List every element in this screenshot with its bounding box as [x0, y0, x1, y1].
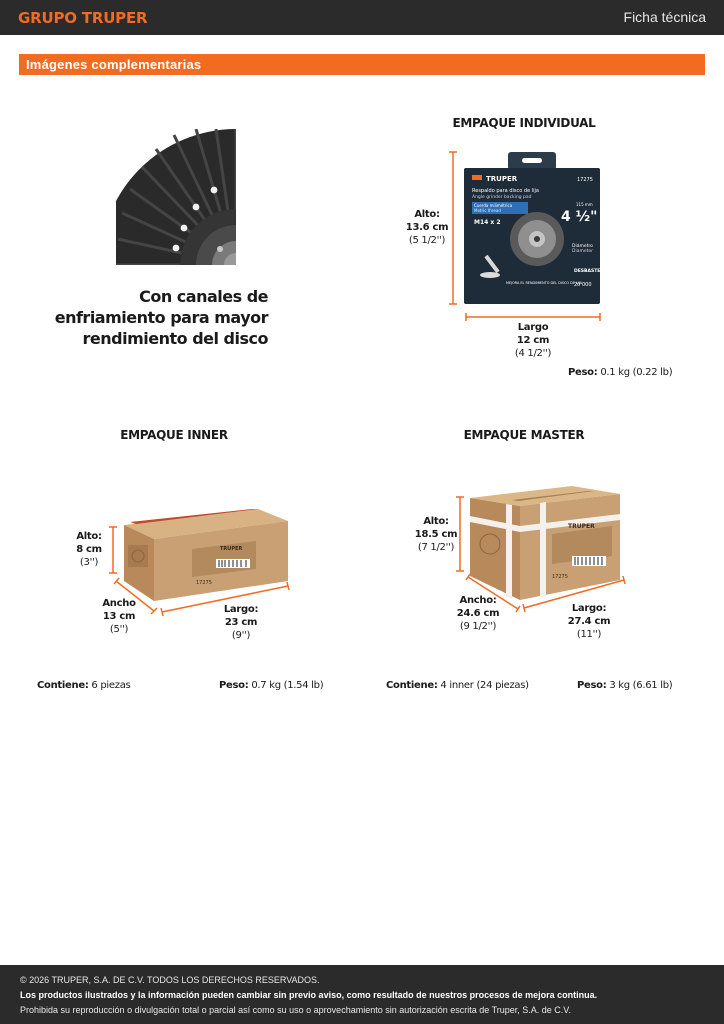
- individual-title: EMPAQUE INDIVIDUAL: [452, 116, 596, 130]
- inner-title: EMPAQUE INNER: [120, 428, 228, 442]
- master-length-label: [560, 602, 618, 641]
- package-benefit: MEJORA EL RENDIMIENTO DEL DISCO DE LIJA: [506, 281, 583, 285]
- alto-cm: 13.6 cm: [405, 222, 449, 233]
- master-box-code: 17275: [552, 574, 568, 580]
- master-width-label: [450, 594, 506, 633]
- package-size: 4 ½": [561, 209, 598, 225]
- master-ancho-cm: 24.6 cm: [456, 608, 500, 619]
- package-thread-es: Cuerda milimétrica: [474, 203, 513, 208]
- package-code: 17275: [577, 177, 593, 183]
- inner-box-brand: TRUPER: [220, 546, 243, 552]
- inner-width-label: [94, 597, 144, 636]
- master-height-label: [412, 515, 460, 554]
- package-thread-en: Metric thread: [474, 208, 501, 213]
- master-peso-label: Peso:: [577, 680, 607, 691]
- package-name-es: Respaldo para disco de lija: [472, 188, 539, 194]
- peso-value: 0.1 kg (0.22 lb): [600, 367, 673, 378]
- master-contiene-value: 4 inner (24 piezas): [440, 680, 529, 691]
- footer-prohibition: Prohibida su reproducción o divulgación total o parcial así como su uso o aprovechamiento sin autorización escrita de Truper, S.A. de C.V.: [20, 1005, 571, 1015]
- footer-copyright: © 2026 TRUPER, S.A. DE C.V. TODOS LOS DERECHOS RESERVADOS.: [20, 975, 320, 985]
- inner-ancho-cm: 13 cm: [102, 611, 136, 622]
- master-contiene-label: Contiene:: [386, 680, 438, 691]
- alto-label: Alto:: [414, 209, 440, 220]
- master-largo-label: Largo:: [571, 603, 607, 614]
- master-largo-in: (11''): [576, 629, 602, 640]
- inner-largo-label: Largo:: [223, 604, 259, 615]
- package-rpm: 20 000: [574, 282, 592, 288]
- package-diam-en: Diameter: [572, 249, 594, 254]
- individual-weight: [568, 367, 672, 378]
- disc-closeup-image: [116, 129, 236, 265]
- individual-length-label: [503, 321, 563, 360]
- footer-notice: Los productos ilustrados y la información pueden cambiar sin previo aviso, como resultado de nuestros procesos de mejora continua.: [20, 990, 598, 1000]
- feature-line: rendimiento del disco: [82, 329, 268, 348]
- top-header: [0, 0, 724, 35]
- section-title: Imágenes complementarias: [26, 57, 202, 72]
- master-title: EMPAQUE MASTER: [463, 428, 585, 442]
- inner-ancho-in: (5''): [109, 624, 129, 635]
- master-largo-cm: 27.4 cm: [567, 616, 611, 627]
- package-diam-es: Diámetro: [572, 244, 593, 249]
- inner-height-label: [66, 530, 112, 569]
- inner-alto-in: (3''): [79, 557, 99, 568]
- inner-alto-label: Alto:: [76, 531, 102, 542]
- master-ancho-label: Ancho:: [459, 595, 497, 606]
- inner-largo-in: (9''): [231, 630, 251, 641]
- largo-label: Largo: [517, 322, 549, 333]
- inner-contents: [37, 680, 130, 691]
- master-contents: [386, 680, 529, 691]
- master-box-brand: TRUPER: [568, 523, 595, 530]
- truper-logo: GRUPO TRUPER: [18, 9, 148, 27]
- master-weight: [577, 680, 672, 691]
- inner-ancho-label: Ancho: [102, 598, 136, 609]
- inner-largo-cm: 23 cm: [224, 617, 258, 628]
- peso-label: Peso:: [568, 367, 598, 378]
- largo-cm: 12 cm: [516, 335, 550, 346]
- inner-peso-value: 0.7 kg (1.54 lb): [251, 680, 324, 691]
- largo-in: (4 1/2''): [514, 348, 552, 359]
- document-type: Ficha técnica: [623, 9, 706, 25]
- package-brand: TRUPER: [486, 175, 518, 183]
- master-alto-cm: 18.5 cm: [414, 529, 458, 540]
- package-name-en: Angle grinder backing pad: [472, 195, 532, 200]
- master-peso-value: 3 kg (6.61 lb): [609, 680, 673, 691]
- master-ancho-in: (9 1/2''): [459, 621, 497, 632]
- inner-contiene-label: Contiene:: [37, 680, 89, 691]
- package-thread-size: M14 x 2: [474, 219, 501, 226]
- master-alto-in: (7 1/2''): [417, 542, 455, 553]
- inner-alto-cm: 8 cm: [76, 544, 102, 555]
- section-bar: [19, 54, 705, 75]
- inner-contiene-value: 6 piezas: [91, 680, 131, 691]
- feature-text: [55, 286, 268, 349]
- alto-in: (5 1/2''): [408, 235, 446, 246]
- inner-length-label: [212, 603, 270, 642]
- footer: [0, 965, 724, 1024]
- individual-package-image: [464, 152, 602, 304]
- package-use: DESBASTE: [574, 269, 601, 274]
- inner-peso-label: Peso:: [219, 680, 249, 691]
- feature-line: enfriamiento para mayor: [54, 308, 268, 327]
- inner-weight: [219, 680, 323, 691]
- inner-box-code: 17275: [196, 580, 212, 586]
- package-size-mm: 115 mm: [576, 202, 593, 207]
- individual-height-label: [404, 208, 450, 247]
- feature-line: Con canales de: [139, 287, 268, 306]
- master-alto-label: Alto:: [423, 516, 449, 527]
